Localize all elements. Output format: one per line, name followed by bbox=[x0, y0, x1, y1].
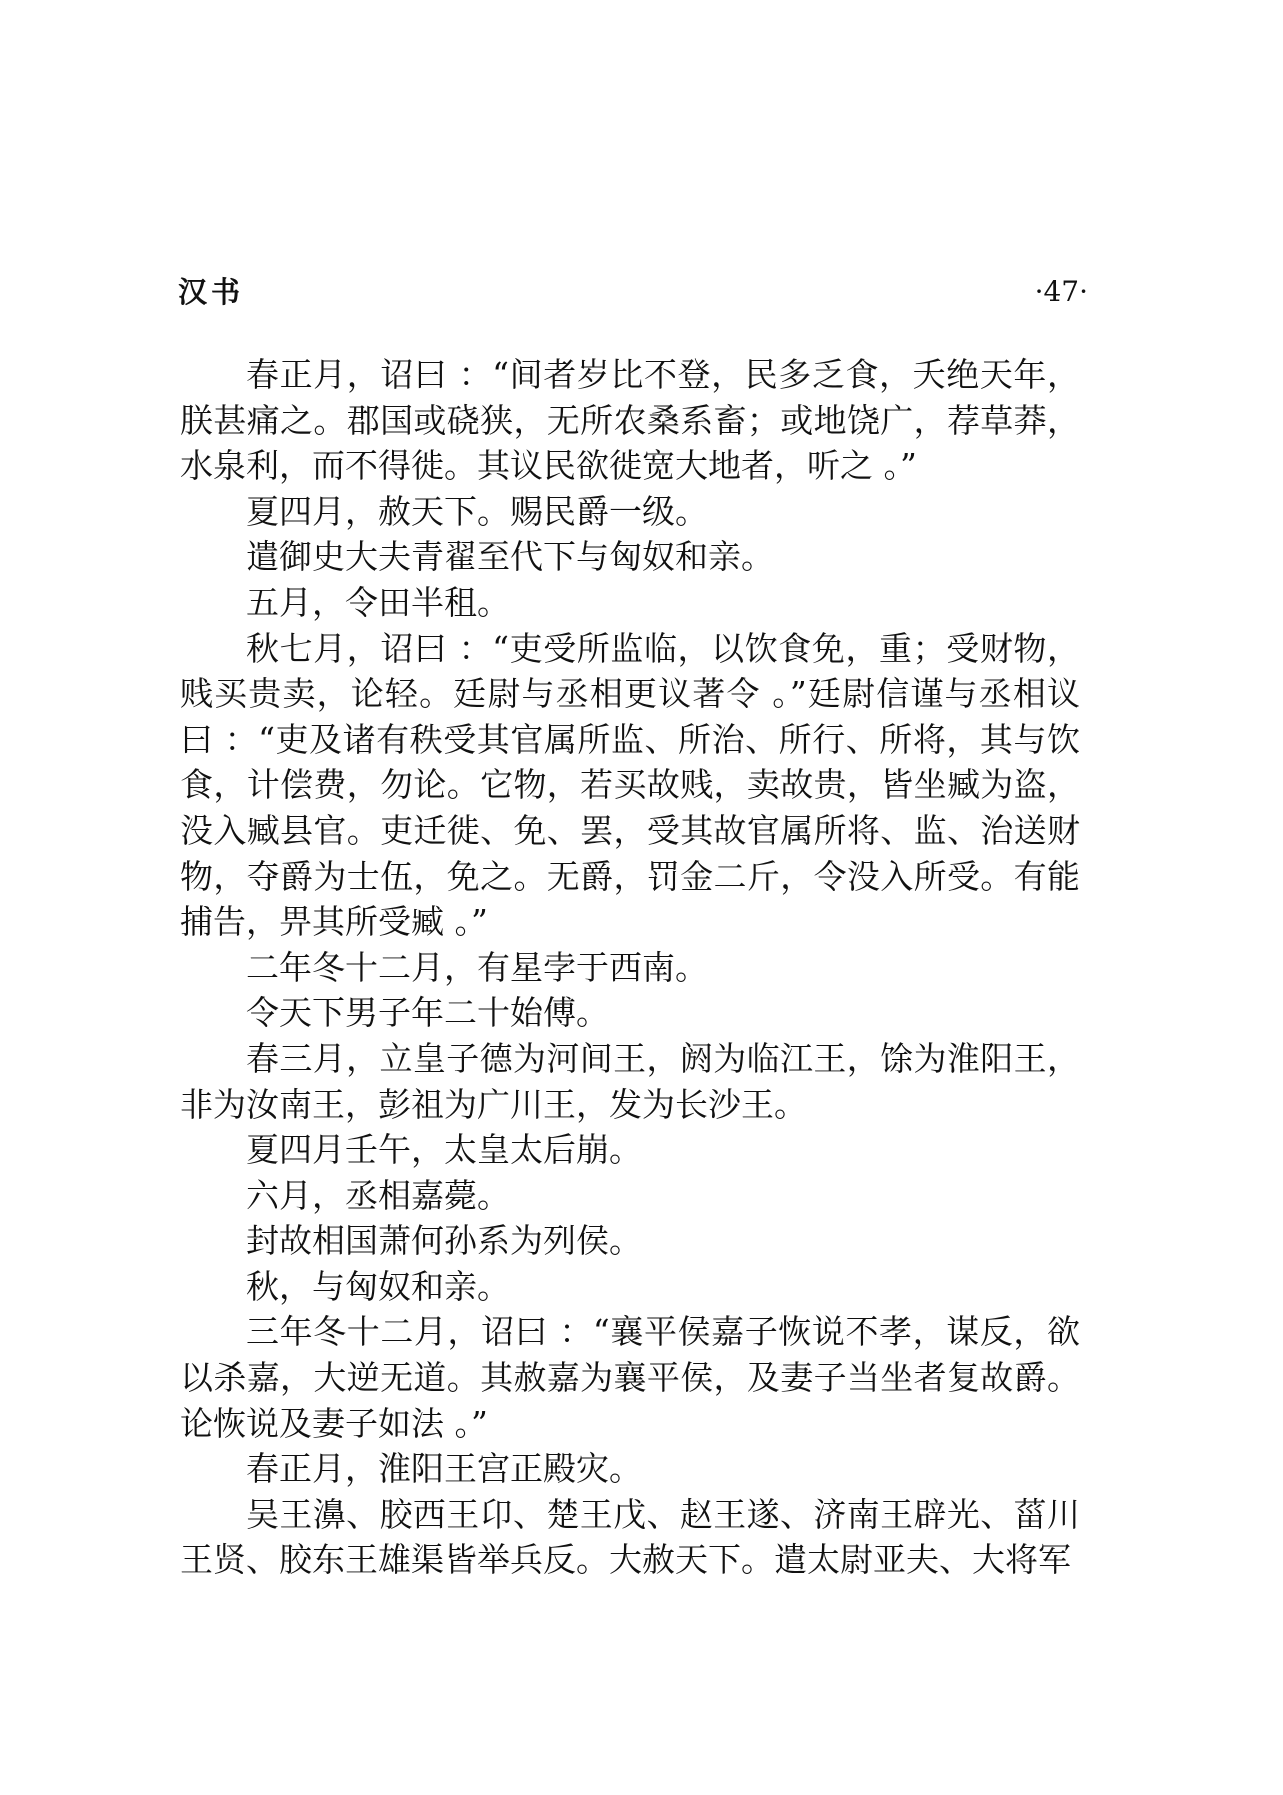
paragraph: 二年冬十二月，有星孛于西南。 bbox=[246, 947, 708, 987]
paragraph: 遣御史大夫青翟至代下与匈奴和亲。 bbox=[246, 537, 774, 577]
paragraph: 夏四月，赦天下。赐民爵一级。 bbox=[246, 491, 708, 531]
paragraph: 令天下男子年二十始傅。 bbox=[246, 993, 609, 1033]
paragraph: 秋七月，诏曰 ：“吏受所监临，以饮食免，重；受财物，贱买贵卖，论轻。廷尉与丞相更议著令 。”廷尉信谨与丞相议曰 ：“吏及诸有秩受其官属所监、所治、所行、所将，其与饮食，计偿费，勿论。它物，若买故贱，卖故贵，皆坐臧为盗，没入臧县官。吏迁徙、免、罢，受其故官属所将、监、治送财物，夺爵为士伍，免之。无爵，罚金二斤，令没入所受。有能捕告，畀其所受臧 。” bbox=[180, 628, 1080, 942]
running-head bbox=[178, 268, 1088, 316]
paragraph: 封故相国萧何孙系为列侯。 bbox=[246, 1221, 642, 1261]
page-number: ·47· bbox=[1034, 275, 1088, 308]
book-title: 汉书 bbox=[178, 275, 245, 309]
paragraph: 三年冬十二月，诏曰 ：“襄平侯嘉子恢说不孝，谋反，欲以杀嘉，大逆无道。其赦嘉为襄平侯，及妻子当坐者复故爵。论恢说及妻子如法 。” bbox=[180, 1312, 1080, 1443]
paragraph: 吴王濞、胶西王卬、楚王戊、赵王遂、济南王辟光、菑川王贤、胶东王雄渠皆举兵反。大赦天下。遣太尉亚夫、大将军 bbox=[180, 1494, 1080, 1580]
paragraph: 春三月，立皇子德为河间王，阏为临江王，馀为淮阳王，非为汝南王，彭祖为广川王，发为长沙王。 bbox=[180, 1038, 1080, 1124]
paragraph: 六月，丞相嘉薨。 bbox=[246, 1175, 510, 1215]
paragraph: 春正月，诏曰 ：“间者岁比不登，民多乏食，夭绝天年，朕甚痛之。郡国或硗狭，无所农桑系畜；或地饶广，荐草莽，水泉利，而不得徙。其议民欲徙宽大地者，听之 。” bbox=[180, 355, 1080, 486]
paragraph: 夏四月壬午，太皇太后崩。 bbox=[246, 1130, 642, 1170]
body-text bbox=[180, 352, 1080, 1583]
paragraph: 春正月，淮阳王宫正殿灾。 bbox=[246, 1449, 642, 1489]
paragraph: 五月，令田半租。 bbox=[246, 582, 510, 622]
paragraph: 秋，与匈奴和亲。 bbox=[246, 1266, 510, 1306]
